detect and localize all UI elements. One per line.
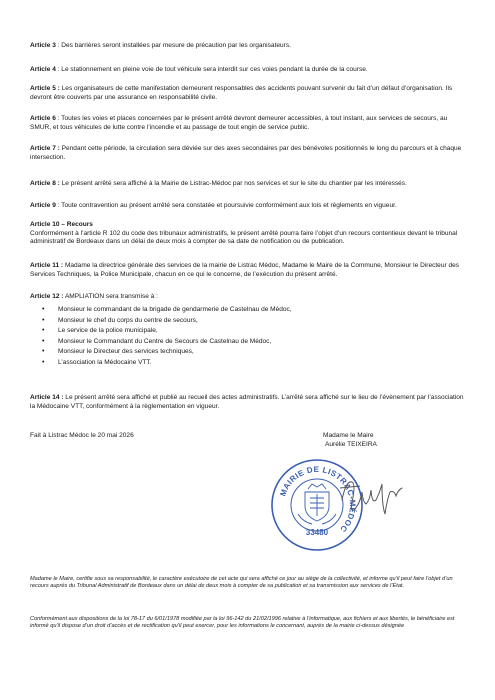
signatory-name: Aurélie TEIXEIRA [325, 441, 377, 448]
article-14 [30, 394, 470, 411]
place-date: Fait à Listrac Médoc le 20 mai 2026 [30, 432, 134, 439]
signatory-title: Madame le Maire [323, 432, 374, 439]
article-8 [30, 180, 470, 189]
list-item: • Monsieur le commandant de la brigade de gendarmerie de Castelnau de Médoc, [48, 305, 468, 316]
list-item: • Monsieur le Directeur des services techniques, [48, 347, 468, 358]
article-5-label: Article 5 : [30, 85, 60, 92]
article-12-label: Article 12 : [30, 293, 64, 300]
article-7 [30, 145, 470, 162]
article-9-label: Article 9 [30, 202, 56, 209]
article-6-label: Article 6 [30, 115, 56, 122]
article-10-text: Conformément à l’article R 102 du code des tribunaux administratifs, le présent arrêté pourra faire l’objet d’un recours contentieux devant le tribunal administratif de Bordeaux dans un délai de deux mois à compter de sa date de notification ou de publication. [30, 229, 458, 246]
article-4-text: : Le stationnement en pleine voie de tout véhicule sera interdit sur ces voies pendant la durée de la course. [55, 66, 368, 73]
article-4-label: Article 4 [30, 66, 56, 73]
article-14-label: Article 14 : [30, 394, 64, 401]
article-9-text: : Toute contravention au présent arrêté sera constatée et poursuivie conformément aux lois et règlements en vigueur. [55, 202, 397, 209]
article-12-text: AMPLIATION sera transmise à : [63, 293, 158, 300]
article-10 [30, 221, 470, 247]
list-item: • L’association la Médocaine VTT. [48, 358, 468, 369]
article-4 [30, 66, 470, 75]
article-3-label: Article 3 [30, 42, 56, 49]
article-5 [30, 85, 470, 102]
article-6 [30, 115, 470, 132]
stamp-text: MAIRIE DE LISTRAC-MÉDOC [278, 464, 358, 534]
ampliation-list [48, 305, 468, 368]
article-9 [30, 202, 470, 211]
stamp-postcode: 33480 [305, 528, 329, 537]
article-8-label: Article 8 : [30, 180, 60, 187]
article-3-text: : Des barrières seront installées par mesure de précaution par les organisateurs. [55, 42, 291, 49]
article-8-text: Le présent arrêté sera affiché à la Mairie de Listrac-Médoc par nos services et sur le site du chantier par les intéressés. [59, 180, 407, 187]
coat-of-arms-icon [298, 484, 336, 524]
article-14-text: Le présent arrêté sera affiché et publié au recueil des actes administratifs. L’arrêté sera affiché sur le lieu de l’évènement par l’association la Médocaine VTT, conformément à la règlementation en vigueur. [30, 394, 464, 410]
article-6-text: : Toutes les voies et places concernées par le présent arrêté devront demeurer accessibles, à tout instant, aux services de secours, au SMUR, et tous véhicules de lutte contre l’incendie et au passage de tout engin de service public. [30, 115, 448, 131]
article-11-label: Article 11 : [30, 262, 64, 269]
article-5-text: Les organisateurs de cette manifestation demeurent responsables des accidents pouvant survenir du fait d’un défaut d’organisation. Ils devront être couverts par une assurance en responsabilité civile. [30, 85, 453, 101]
article-11-text: Madame la directrice générale des services de la mairie de Listrac Médoc, Madame le Maire de la Commune, Monsieur le Directeur des Services Techniques, la Police Municipale, chacun en ce qui le concerne, de l’exécution du présent arrêté. [30, 262, 460, 278]
list-item: • Monsieur le Commandant du Centre de Secours de Castelnau de Médoc, [48, 337, 468, 348]
signatory [323, 431, 377, 449]
list-item: • Le service de la police municipale, [48, 326, 468, 337]
data-protection-note: Conformément aux dispositions de la loi 78-17 du 6/01/1978 modifiée par la loi 96-142 du 21/02/1996 relative à l’informatique, aux fichiers et aux libertés, le bénéficiaire est informé qu’il dispose d’un droit d’accès et de rectification qu’il peut exercer, pour les informations le concernant, auprès de la mairie ci-dessus désignée [30, 616, 455, 630]
handwritten-signature [338, 470, 410, 520]
article-7-label: Article 7 : [30, 145, 60, 152]
article-3 [30, 42, 470, 51]
certification-note: Madame le Maire, certifie sous sa responsabilité, le caractère exécutoire de cet acte qui sera affiché ce jour au siège de la collectivité, et informe qu’il peut faire l’objet d’un recours auprès du Tribunal Administratif de Bordeaux dans un délai de deux mois à compter de sa publication et sa transmission aux services de l’État. [30, 576, 453, 590]
article-12 [30, 293, 470, 302]
article-11 [30, 262, 470, 279]
article-7-text: Pendant cette période, la circulation sera déviée sur des axes secondaires par des bénévoles positionnés le long du parcours et à chaque intersection. [30, 145, 462, 161]
list-item: • Monsieur le chef du corps du centre de secours, [48, 316, 468, 327]
article-10-label: Article 10 – Recours [30, 221, 93, 228]
